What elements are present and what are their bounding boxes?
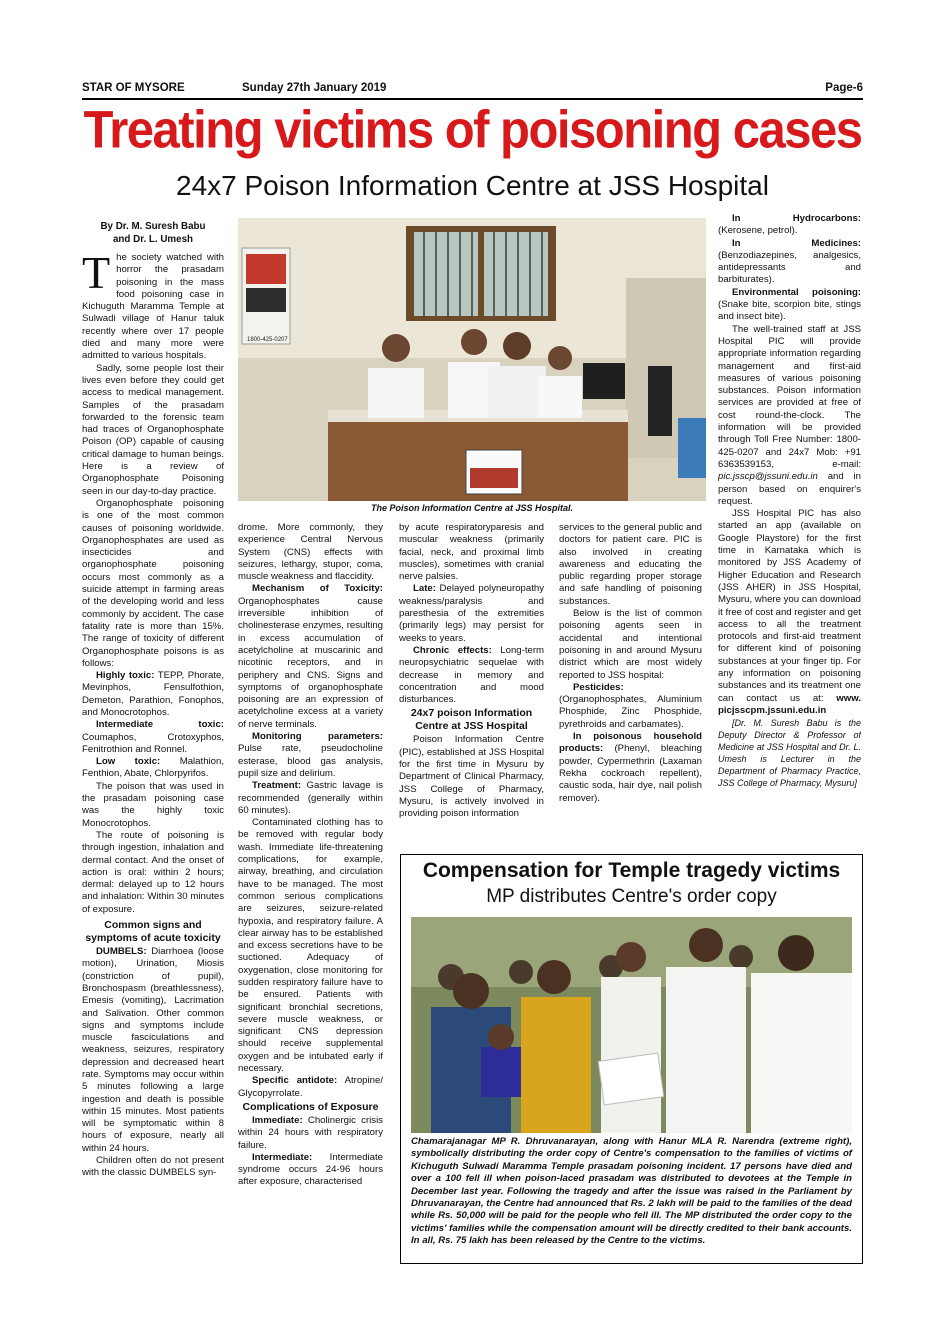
author-bio: [Dr. M. Suresh Babu is the Deputy Director & Professor of Medicine at JSS Hospital and Dr. L. Umesh is Lecturer in the Department of Pharmacy Practice, JSS College of Pharmacy, Mysuru] — [718, 718, 861, 789]
photo1-caption: The Poison Information Centre at JSS Hospital. — [370, 503, 574, 513]
subheading-pic: 24x7 poison Information Centre at JSS Hospital — [410, 707, 533, 733]
drop-cap: T — [82, 247, 111, 298]
website-url: www. picjsscpm.jssuni.edu.in — [718, 692, 861, 716]
publication-name: STAR OF MYSORE — [82, 82, 185, 94]
compensation-photo — [411, 917, 852, 1133]
article-column-5: In Hydrocarbons: (Kerosene, petrol). In Medicines: (Benzodiazepines, analgesics, antidepressants and barbiturates). Environmental poisoning: (Snake bite, scorpion bite, stings and insect bite). The well-trained staff at JSS Hospital PIC will provide appropriate information regarding management and first-aid measures of various poisoning substances. Poison information services are provided at free of cost round-the-clock. The information will be provided through Toll Free Number: 1800-425-0207 and 24x7 Mob: +91 6363539153, e-mail: pic.jsscp@jssuni.edu.in and in person based on enquirer's request. JSS Hospital PIC has also started an app (available on Google Playstore) for the first time in Karnataka which is monitored by JSS Academy of Higher Education and Research (JSS AHER) in JSS Hospital, Mysuru, where you can download it free of cost and register and get access to all the treatment protocols and first-aid treatment for different kind of poisoning substances at your finger tip. For any information on poisoning substances and its treatment one can contact us at: www. picjsscpm.jssuni.edu.in [Dr. M. Suresh Babu is the Deputy Director & Professor of Medicine at JSS Hospital and Dr. L. Umesh is Lecturer in the Department of Pharmacy Practice, JSS College of Pharmacy, Mysuru] — [718, 213, 861, 789]
page-header — [82, 80, 863, 98]
poster-phone: 1800-425-0207 — [247, 337, 288, 343]
subheading-complications: Complications of Exposure — [242, 1100, 379, 1113]
compensation-story-box — [400, 854, 863, 1264]
compensation-image — [411, 917, 852, 1133]
page-number: Page-6 — [825, 82, 863, 94]
box-subtitle: MP distributes Centre's order copy — [486, 886, 777, 907]
intro-paragraph: The society watched with horror the prasadam poisoning in the mass food poisoning case in Kichuguth Maramma Temple at Sulwadi village of Hanur taluk recently where over 17 people died and many more were admitted to various hospitals. — [82, 247, 224, 362]
email-address: pic.jsscp@jssuni.edu.in — [718, 471, 818, 483]
subheading-signs: Common signs and symptoms of acute toxicity — [85, 919, 221, 945]
article-column-3: by acute respiratoryparesis and muscular weakness (primarily facial, neck, and proximal limb muscles), sometimes with cranial nerve palsies. Late: Delayed polyneuropathy weakness/paralysis and paresthesia of the extremities (primarily legs) may persist for weeks to years. Chronic effects: Long-term neuropsychiatric sequelae with decrease in memory and concentration and mood disturbances. 24x7 poison Information Centre at JSS Hospital Poison Information Centre (PIC), established at JSS Hospital for the first time in Mysuru by Department of Clinical Pharmacy, JSS College of Pharmacy, Mysuru, is actively involved in providing poison information — [399, 522, 544, 820]
issue-date: Sunday 27th January 2019 — [242, 82, 387, 94]
pic-office-photo — [238, 218, 706, 501]
article-column-2: drome. More commonly, they experience Central Nervous System (CNS) effects with seizures, lethargy, stupor, coma, muscle weakness and flaccidity. Mechanism of Toxicity: Organophosphates cause irreversible inhibition of cholinesterase enzymes, resulting in excess accumulation of acetylcholine at muscarinic and nicotinic receptors, and in periphery and CNS. Signs and symptoms of organophosphate poisoning are an expression of acetylcholine excess at a variety of nerve terminals. Monitoring parameters: Pulse rate, pseudocholine esterase, blood gas analysis, pupil size and delirium. Treatment: Gastric lavage is recommended (generally within 60 minutes). Contaminated clothing has to be removed with regular body wash. Immediate life-threatening complications, for example, airway, breathing, and circulation have to be managed. The most common serious complications are seizures, seizure-related hypoxia, and respiratory failure. A clear airway has to be established and excess secretions have to be suctioned. Adequacy of oxygenation, close monitoring for sudden respiratory failure have to be ensured. Patients with significant bronchial secretions, severe muscle weakness, or significant CNS depression should receive supplemental oxygen and be intubated early if necessary. Specific antidote: Atropine/ Glycopyrrolate. Complications of Exposure Immediate: Cholinergic crisis within 24 hours with respiratory failure. Intermediate: Intermediate syndrome occurs 24-96 hours after exposure, characterised — [238, 522, 383, 1188]
headline: Treating victims of poisoning cases — [83, 100, 862, 160]
subheadline: 24x7 Poison Information Centre at JSS Hospital — [176, 170, 769, 201]
article-column-4: services to the general public and doctors for patient care. PIC is also involved in creating awareness and educating the public regarding proper storage and safe handling of poisoning substances. Below is the list of common poisoning agents seen in accidental and intentional poisoning in and around Mysuru district which are most widely reported to JSS hospital: Pesticides: (Organophosphates, Aluminium Phosphide, Zinc Phosphide, pyrethroids and carbamates). In poisonous household products: (Phenyl, bleaching powder, Cypermethrin (Laxaman Rekha cockroach repellent), caustic soda, hair dye, nail polish remover). — [559, 522, 702, 804]
byline: By Dr. M. Suresh Babu and Dr. L. Umesh — [100, 221, 206, 245]
article-column-1: By Dr. M. Suresh Babu and Dr. L. Umesh The society watched with horror the prasadam poisoning in the mass food poisoning case in Kichuguth Maramma Temple at Sulwadi village of Hanur taluk recently where over 17 people died and many more were admitted to various hospitals. Sadly, some people lost their lives even before they could get access to medical management. Samples of the prasadam forwarded to the forensic team had traces of Organophosphate Poison (OP) capable of causing critical damage to human beings. Here is a review of Organophosphate Poisoning seen in our day-to-day practice. Organophosphate poisoning is one of the most common causes of poisoning worldwide. Organophosphates are used as insecticides and organophosphate poisoning occurs most commonly as a suicide attempt in farming areas of the developing world and less commonly by accident. The case fatality rate is more than 15%. The range of toxicity of different Organophosphate poisons is as follows: Highly toxic: TEPP, Phorate, Mevinphos, Fensulfothion, Demeton, Parathion, Fonophos, and Monocrotophos. Intermediate toxic: Coumaphos, Crotoxyphos, Fenitrothion and Ronnel. Low toxic: Malathion, Fenthion, Abate, Chlorpyrifos. The poison that was used in the prasadam poisoning case was the highly toxic Monocrotophos. The route of poisoning is through ingestion, inhalation and dermal contact. And the onset of action is oral: within 2 hours; dermal: delayed up to 12 hours and inhalation: Within 30 minutes of exposure. Common signs and symptoms of acute toxicity DUMBELS: Diarrhoea (loose motion), Urination, Miosis (constriction of pupil), Bronchospasm (breathlessness), Emesis (vomiting), Lacrimation and Salivation. Other common signs and symptoms include muscle fasciculations and weakness, seizures, respiratory depression and decreased heart rate. Symptoms may occur within 5 minutes following a large ingestion and death is possible within 15 minutes. Most patients will be symptomatic within 8 hours of exposure, nearly all within 24 hours. Children often do not present with the classic DUMBELS syn- — [82, 221, 224, 1179]
box-title: Compensation for Temple tragedy victims — [422, 859, 841, 882]
pic-office-image — [238, 218, 706, 501]
compensation-caption: Chamarajanagar MP R. Dhruvanarayan, along with Hanur MLA R. Narendra (extreme right), symbolically distributing the order copy of Centre's compensation to the families of victims of Kichuguth Sulwadi Maramma Temple prasadam poisoning incident. 17 persons have died and over a 100 fell ill when poison-laced prasadam was distributed to devotees at the Temple in December last year. Following the tragedy and after the issue was raised in the Parliament by Dhruvanarayan, the Centre had announced that Rs. 2 lakh will be paid to the families of the dead while Rs. 50,000 will be paid for the people who fell ill. The MP distributed the order copy to the victims' families while the compensation amount will be directly credited to their bank accounts. In all, Rs. 75 lakh has been released by the Centre to the victims. — [411, 1136, 852, 1247]
